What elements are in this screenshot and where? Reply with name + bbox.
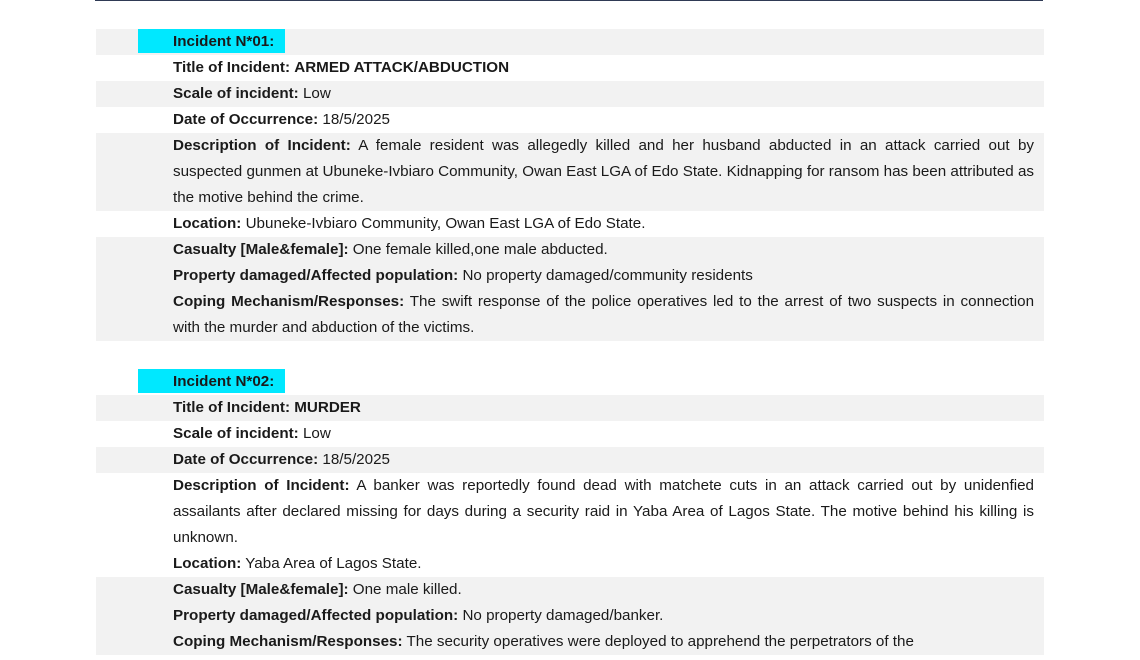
incident-header: Incident N*01: [173,33,275,50]
page-border [95,0,1043,1]
coping-row [96,629,1044,655]
casualty-row [96,237,1044,263]
property-label: Property damaged/Affected population: [173,607,459,624]
incident-block-2 [96,369,1044,655]
description-value: A female resident was allegedly killed and her husband abducted in an attack carried out by suspected gunmen at Ubuneke-Ivbiaro Community, Owan East LGA of Edo State. Kidnapping for ransom has been attributed as the motive behind the crime. [173,137,1034,206]
description-label: Description of Incident: [173,477,350,494]
title-label: Title of Incident: [173,399,290,416]
property-row [96,263,1044,289]
coping-value: The swift response of the police operatives led to the arrest of two suspects in connection with the murder and abduction of the victims. [173,293,1035,336]
casualty-label: Casualty [Male&female]: [173,241,349,258]
location-value: Ubuneke-Ivbiaro Community, Owan East LGA of Edo State. [245,215,646,232]
casualty-value: One male killed. [352,581,462,598]
property-row [96,603,1044,629]
scale-row [96,421,1044,447]
incident-header-row [96,369,1044,395]
scale-label: Scale of incident: [173,425,299,442]
scale-label: Scale of incident: [173,85,299,102]
location-label: Location: [173,555,242,572]
property-value: No property damaged/banker. [462,607,664,624]
date-row [96,107,1044,133]
casualty-label: Casualty [Male&female]: [173,581,349,598]
description-row [96,473,1044,551]
scale-row [96,81,1044,107]
coping-row [96,289,1044,341]
incident-header-row [96,29,1044,55]
date-value: 18/5/2025 [322,111,390,128]
title-value: ARMED ATTACK/ABDUCTION [294,59,510,76]
title-row [96,55,1044,81]
title-label: Title of Incident: [173,59,290,76]
scale-value: Low [302,85,331,102]
title-value: MURDER [294,399,361,416]
location-label: Location: [173,215,242,232]
location-row [96,551,1044,577]
location-row [96,211,1044,237]
date-value: 18/5/2025 [322,451,390,468]
coping-label: Coping Mechanism/Responses: [173,633,403,650]
property-value: No property damaged/community residents [462,267,753,284]
coping-value: The security operatives were deployed to apprehend the perpetrators of the [406,633,914,650]
description-row [96,133,1044,211]
description-value: A banker was reportedly found dead with matchete cuts in an attack carried out by unidenfied assailants after declared missing for days during a security raid in Yaba Area of Lagos State. The motive behind his killing is unknown. [173,477,1034,546]
incident-header: Incident N*02: [173,373,275,390]
location-value: Yaba Area of Lagos State. [245,555,422,572]
date-label: Date of Occurrence: [173,111,319,128]
date-row [96,447,1044,473]
date-label: Date of Occurrence: [173,451,319,468]
coping-label: Coping Mechanism/Responses: [173,293,405,310]
title-row [96,395,1044,421]
casualty-value: One female killed,one male abducted. [352,241,608,258]
description-label: Description of Incident: [173,137,351,154]
incident-block-1 [96,29,1044,341]
casualty-row [96,577,1044,603]
scale-value: Low [302,425,331,442]
property-label: Property damaged/Affected population: [173,267,459,284]
